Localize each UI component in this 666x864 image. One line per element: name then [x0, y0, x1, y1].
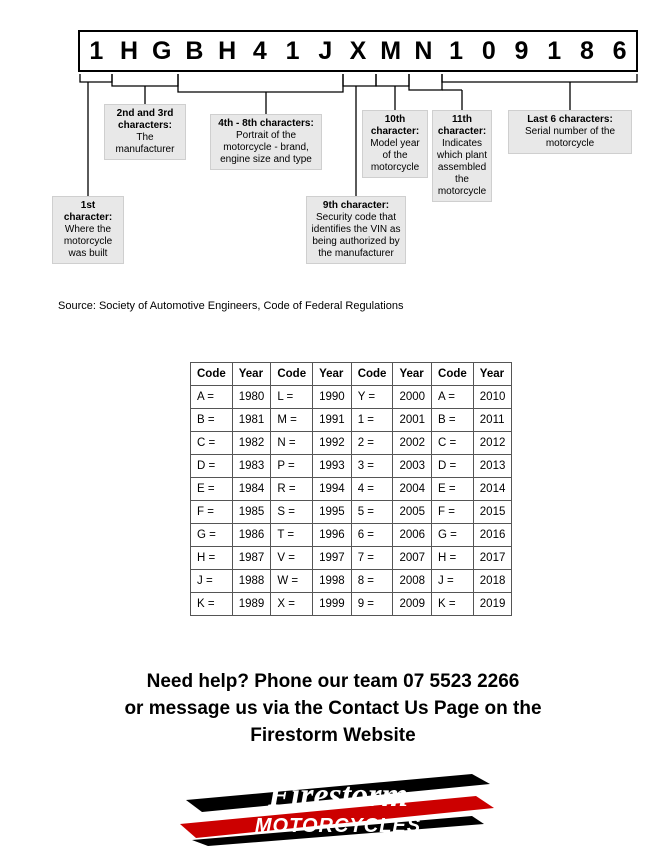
callout-text: Serial number of the motorcycle [524, 126, 616, 149]
table-cell: 1988 [232, 570, 271, 593]
table-cell: A = [432, 386, 474, 409]
table-row [191, 455, 512, 478]
callout-last-6-characters [508, 110, 632, 154]
table-cell: E = [191, 478, 233, 501]
vin-char: 1 [89, 37, 104, 65]
table-cell: 2018 [473, 570, 512, 593]
table-cell: G = [432, 524, 474, 547]
table-cell: 1993 [313, 455, 352, 478]
table-cell: 1997 [313, 547, 352, 570]
callout-2nd-3rd-characters [104, 104, 186, 160]
table-cell: P = [271, 455, 313, 478]
table-cell: 2015 [473, 501, 512, 524]
table-cell: 2012 [473, 432, 512, 455]
help-line-1: Need help? Phone our team 07 5523 2266 [146, 671, 520, 692]
table-header-cell: Code [271, 363, 313, 386]
table-cell: 2005 [393, 501, 432, 524]
table-row [191, 432, 512, 455]
vin-char: B [185, 37, 204, 65]
callout-text: Indicates which plant assembled the motorcycle [436, 138, 488, 197]
logo-word-bottom: MOTORCYCLES [254, 815, 422, 837]
table-cell: 1990 [313, 386, 352, 409]
table-cell: C = [432, 432, 474, 455]
table-cell: 1996 [313, 524, 352, 547]
table-cell: M = [271, 409, 313, 432]
callout-11th-character [432, 110, 492, 202]
table-cell: 2017 [473, 547, 512, 570]
table-cell: 2014 [473, 478, 512, 501]
table-cell: 3 = [351, 455, 393, 478]
table-cell: J = [191, 570, 233, 593]
table-row [191, 501, 512, 524]
help-line-2: or message us via the Contact Us Page on the [124, 698, 542, 719]
table-cell: 2004 [393, 478, 432, 501]
callout-text: Security code that identifies the VIN as being authorized by the manufacturer [311, 212, 401, 259]
table-cell: K = [432, 593, 474, 616]
table-cell: D = [432, 455, 474, 478]
table-cell: C = [191, 432, 233, 455]
callout-title: 9th character: [322, 200, 390, 211]
table-row [191, 570, 512, 593]
callout-9th-character [306, 196, 406, 264]
table-cell: 2 = [351, 432, 393, 455]
table-row [191, 409, 512, 432]
vin-char: 0 [481, 37, 496, 65]
table-row [191, 478, 512, 501]
table-cell: 1999 [313, 593, 352, 616]
callout-text: Model year of the motorcycle [370, 138, 420, 173]
table-cell: L = [271, 386, 313, 409]
vin-char: G [152, 37, 172, 65]
table-header-cell: Year [393, 363, 432, 386]
table-cell: 1986 [232, 524, 271, 547]
vin-char: M [380, 37, 402, 65]
table-cell: 1981 [232, 409, 271, 432]
table-header-cell: Code [191, 363, 233, 386]
table-cell: 2007 [393, 547, 432, 570]
table-header-cell: Year [313, 363, 352, 386]
table-cell: T = [271, 524, 313, 547]
table-cell: 4 = [351, 478, 393, 501]
table-cell: 2000 [393, 386, 432, 409]
table-cell: 2013 [473, 455, 512, 478]
table-cell: 1980 [232, 386, 271, 409]
vin-char: 6 [612, 37, 627, 65]
table-cell: D = [191, 455, 233, 478]
table-cell: G = [191, 524, 233, 547]
table-cell: 2016 [473, 524, 512, 547]
table-cell: H = [191, 547, 233, 570]
table-cell: 1994 [313, 478, 352, 501]
table-cell: 1989 [232, 593, 271, 616]
vin-char: 8 [579, 37, 594, 65]
table-cell: 1983 [232, 455, 271, 478]
vin-char: 4 [252, 37, 267, 65]
table-cell: 2001 [393, 409, 432, 432]
table-cell: 1982 [232, 432, 271, 455]
callout-4th-8th-characters [210, 114, 322, 170]
table-cell: 1984 [232, 478, 271, 501]
callout-1st-character [52, 196, 124, 264]
vin-char: 1 [449, 37, 464, 65]
table-cell: B = [432, 409, 474, 432]
callout-10th-character [362, 110, 428, 178]
table-cell: 2019 [473, 593, 512, 616]
table-cell: S = [271, 501, 313, 524]
table-header-cell: Year [232, 363, 271, 386]
table-cell: X = [271, 593, 313, 616]
table-cell: 2003 [393, 455, 432, 478]
table-cell: 5 = [351, 501, 393, 524]
callout-title: 1st character: [63, 200, 113, 223]
callout-title: 11th character: [437, 114, 487, 137]
vin-diagram [0, 0, 666, 300]
table-cell: 1 = [351, 409, 393, 432]
table-cell: K = [191, 593, 233, 616]
contact-help-text [0, 668, 666, 749]
table-header-cell: Code [432, 363, 474, 386]
help-line-3: Firestorm Website [250, 725, 416, 746]
callout-text: Portrait of the motorcycle - brand, engine size and type [220, 130, 312, 165]
table-cell: 2010 [473, 386, 512, 409]
table-cell: 7 = [351, 547, 393, 570]
vin-char: N [414, 37, 433, 65]
table-cell: R = [271, 478, 313, 501]
logo-word-top: Firestorm [268, 777, 408, 814]
table-cell: A = [191, 386, 233, 409]
table-cell: 1987 [232, 547, 271, 570]
table-cell: 1992 [313, 432, 352, 455]
vin-char: H [218, 37, 237, 65]
table-cell: Y = [351, 386, 393, 409]
vin-char: X [349, 37, 367, 65]
callout-title: Last 6 characters: [527, 114, 613, 125]
table-row [191, 524, 512, 547]
vin-char: 1 [285, 37, 300, 65]
table-row [191, 386, 512, 409]
table-cell: B = [191, 409, 233, 432]
vin-char: J [318, 37, 333, 65]
source-note: Source: Society of Automotive Engineers, Code of Federal Regulations [58, 300, 404, 312]
table-cell: 1985 [232, 501, 271, 524]
table-cell: E = [432, 478, 474, 501]
table-cell: 1998 [313, 570, 352, 593]
table-cell: 1991 [313, 409, 352, 432]
table-cell: 2002 [393, 432, 432, 455]
table-cell: N = [271, 432, 313, 455]
table-cell: 2009 [393, 593, 432, 616]
callout-title: 10th character: [370, 114, 420, 137]
table-header-row [191, 363, 512, 386]
vin-char: 9 [514, 37, 529, 65]
table-row [191, 547, 512, 570]
callout-title: 2nd and 3rd characters: [116, 108, 174, 131]
table-cell: 2011 [473, 409, 512, 432]
vin-char: H [120, 37, 139, 65]
table-header-cell: Year [473, 363, 512, 386]
vin-number-box [78, 30, 638, 72]
table-cell: 2006 [393, 524, 432, 547]
callout-text: Where the motorcycle was built [63, 224, 113, 259]
table-cell: 6 = [351, 524, 393, 547]
table-cell: 1995 [313, 501, 352, 524]
callout-title: 4th - 8th characters: [218, 118, 314, 129]
firestorm-motorcycles-logo [172, 766, 502, 850]
table-cell: F = [191, 501, 233, 524]
table-cell: 2008 [393, 570, 432, 593]
callout-text: The manufacturer [115, 132, 175, 155]
vin-char: 1 [547, 37, 562, 65]
table-cell: V = [271, 547, 313, 570]
table-header-cell: Code [351, 363, 393, 386]
table-cell: J = [432, 570, 474, 593]
table-cell: W = [271, 570, 313, 593]
table-cell: 8 = [351, 570, 393, 593]
table-row [191, 593, 512, 616]
model-year-code-table [190, 362, 512, 616]
table-cell: 9 = [351, 593, 393, 616]
table-cell: F = [432, 501, 474, 524]
table-cell: H = [432, 547, 474, 570]
